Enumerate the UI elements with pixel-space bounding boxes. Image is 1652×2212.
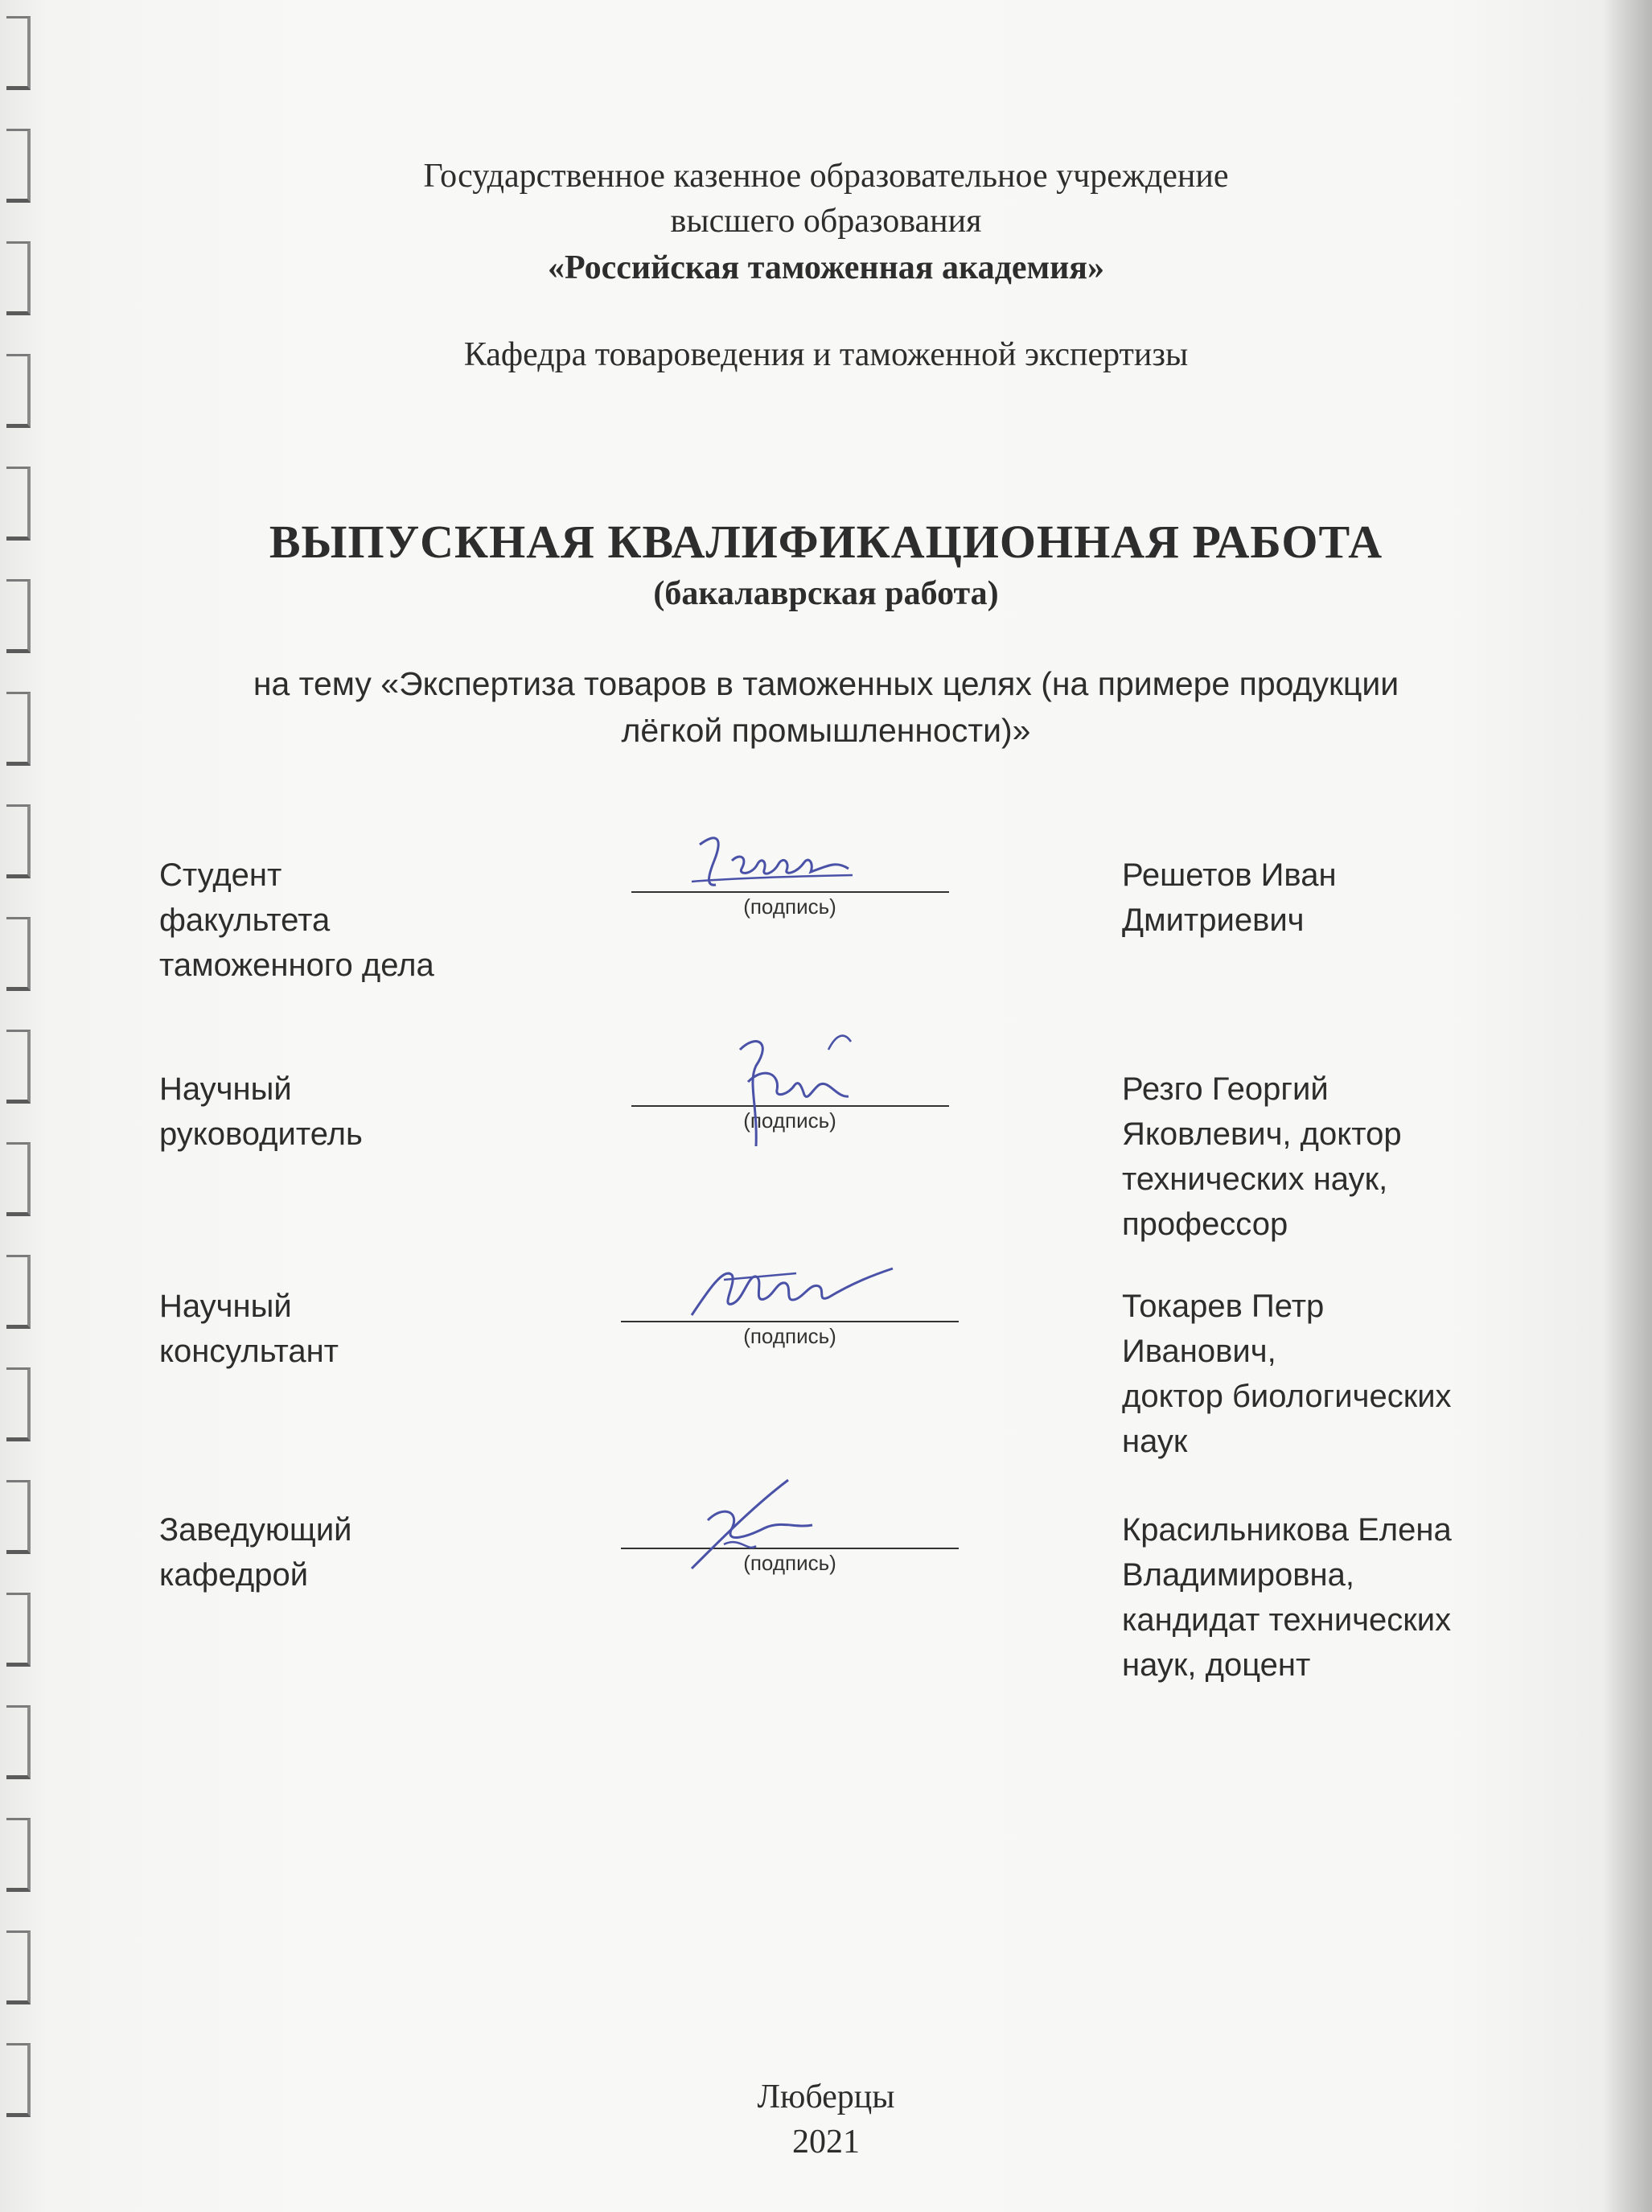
role-head-of-department (159, 1507, 577, 1597)
role-line: руководитель (159, 1116, 363, 1152)
binding-hole (6, 1818, 31, 1892)
supervisor-signature (708, 1018, 869, 1162)
name-line: Решетов Иван (1122, 857, 1337, 893)
document-subtitle: (бакалаврская работа) (653, 575, 999, 612)
signature-caption: (подпись) (743, 1551, 836, 1575)
name-line: кандидат технических (1122, 1602, 1452, 1638)
page-edge-shadow (1604, 0, 1652, 2212)
consultant-name (1122, 1284, 1572, 1464)
role-consultant (159, 1284, 577, 1374)
binding-hole (6, 1142, 31, 1216)
consultant-signature (676, 1251, 901, 1331)
signature-caption: (подпись) (743, 1108, 836, 1133)
topic-line-2: лёгкой промышленности)» (621, 712, 1031, 749)
institution-line-2: высшего образования (670, 203, 982, 240)
supervisor-name (1122, 1067, 1572, 1247)
city: Люберцы (757, 2078, 895, 2115)
name-line: наук (1122, 1424, 1188, 1459)
student-signature (684, 828, 861, 901)
binding-hole (6, 1705, 31, 1779)
binding-hole (6, 1593, 31, 1667)
department-name: Кафедра товароведения и таможенной экспертизы (463, 336, 1189, 373)
institution-name: «Российская таможенная академия» (547, 249, 1104, 286)
role-line: Научный (159, 1071, 292, 1107)
role-line: Заведующий (159, 1512, 352, 1548)
role-line: кафедрой (159, 1557, 309, 1593)
name-line: профессор (1122, 1207, 1288, 1242)
binding-hole (6, 1367, 31, 1441)
role-line: факультета (159, 902, 331, 938)
name-line: доктор биологических (1122, 1379, 1452, 1414)
name-line: Резго Георгий (1122, 1071, 1329, 1107)
name-line: технических наук, (1122, 1162, 1388, 1197)
head-signature (676, 1472, 836, 1577)
role-student (159, 853, 577, 988)
binding-hole (6, 1480, 31, 1554)
binding-hole (6, 1030, 31, 1104)
document-title: ВЫПУСКНАЯ КВАЛИФИКАЦИОННАЯ РАБОТА (269, 516, 1383, 568)
signature-caption: (подпись) (743, 1324, 836, 1348)
binding-hole (6, 16, 31, 90)
name-line: Дмитриевич (1122, 902, 1305, 938)
name-line: Иванович, (1122, 1334, 1276, 1369)
binding-hole (6, 1930, 31, 2004)
name-line: Владимировна, (1122, 1557, 1354, 1593)
topic-line-1: на тему «Экспертиза товаров в таможенных целях (на примере продукции (253, 665, 1399, 702)
year: 2021 (792, 2124, 860, 2161)
role-line: Научный (159, 1289, 292, 1324)
name-line: Токарев Петр (1122, 1289, 1325, 1324)
role-supervisor (159, 1067, 577, 1157)
binding-hole (6, 917, 31, 991)
role-line: консультант (159, 1334, 339, 1369)
binding-hole (6, 1255, 31, 1329)
role-line: Студент (159, 857, 282, 893)
student-name (1122, 853, 1572, 943)
head-name (1122, 1507, 1572, 1688)
signature-caption: (подпись) (743, 894, 836, 919)
binding-hole (6, 804, 31, 878)
name-line: Красильникова Елена (1122, 1512, 1452, 1548)
role-line: таможенного дела (159, 948, 434, 983)
institution-line-1: Государственное казенное образовательное учреждение (423, 158, 1229, 195)
name-line: наук, доцент (1122, 1647, 1311, 1683)
binding-holes (0, 0, 48, 2212)
name-line: Яковлевич, доктор (1122, 1116, 1402, 1152)
